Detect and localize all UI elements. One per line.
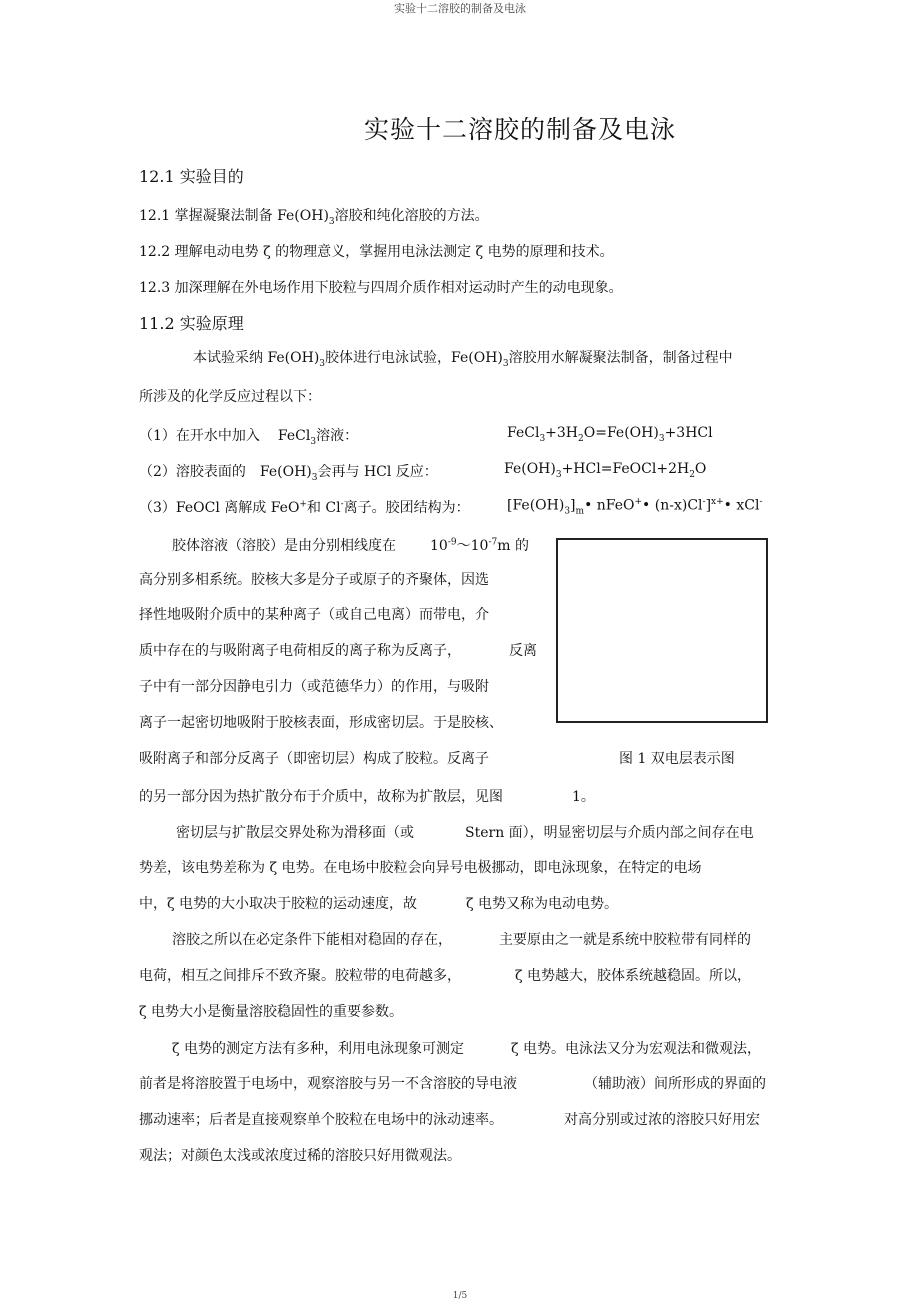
figure-1-placeholder — [556, 538, 768, 723]
reaction-2-equation: $Fe(OH)_3+HCl=FeOCl+2H_2O$ — [504, 461, 707, 480]
zeta-para-line-3b: ζ 电势又称为电动电势。 — [466, 896, 619, 912]
zeta-para-line-1a: 密切层与扩散层交界处称为滑移面（或 — [176, 825, 414, 841]
measure-para-line-1b: ζ 电势。电泳法又分为宏观法和微观法， — [511, 1041, 762, 1057]
colloid-para-line-4a: 质中存在的与吸附离子电荷相反的离子称为反离子， — [139, 643, 461, 659]
reaction-2-text: （2）溶胶表面的 $Fe(OH)_3$会再与 HCl 反应： — [139, 464, 438, 483]
objective-item-3: 12.3 加深理解在外电场作用下胶粒与四周介质作相对运动时产生的动电现象。 — [139, 280, 623, 296]
measure-para-line-2b: （辅助液）间所形成的界面的 — [584, 1076, 766, 1092]
colloid-para-line-8b: 1。 — [572, 789, 595, 805]
principle-intro-line-2: 所涉及的化学反应过程以下： — [139, 389, 321, 405]
reaction-3-micelle-formula: $[Fe(OH)_3]_m•$ nFeO+• (n-x)Cl-]$^{x+}$• xCl- — [507, 497, 763, 517]
section-heading-principle: 11.2 实验原理 — [139, 314, 244, 333]
stability-para-line-3: ζ 电势大小是衡量溶胶稳固性的重要参数。 — [139, 1004, 404, 1020]
colloid-para-line-1: 胶体溶液（溶胶）是由分别相线度在 $10^{-9}\sim 10^{-7}m$ 的 — [172, 537, 529, 554]
objective-item-1: 12.1 掌握凝聚法制备 $Fe(OH)_3$溶胶和纯化溶胶的方法。 — [139, 208, 489, 227]
stability-para-line-1b: 主要原由之一就是系统中胶粒带有同样的 — [499, 932, 751, 948]
stability-para-line-2a: 电荷，相互之间排斥不致齐聚。胶粒带的电荷越多， — [139, 968, 461, 984]
figure-1-caption: 图 1 双电层表示图 — [619, 751, 735, 767]
objective-item-2: 12.2 理解电动电势 ζ 的物理意义，掌握用电泳法测定 ζ 电势的原理和技术。 — [139, 244, 614, 260]
stability-para-line-2b: ζ 电势越大，胶体系统越稳固。所以， — [515, 968, 752, 984]
colloid-para-line-5: 子中有一部分因静电引力（或范德华力）的作用，与吸附 — [139, 679, 489, 695]
stability-para-line-1a: 溶胶之所以在必定条件下能相对稳固的存在， — [172, 932, 452, 948]
zeta-para-line-2: 势差，该电势差称为 ζ 电势。在电场中胶粒会向异号电极挪动，即电泳现象，在特定的电场 — [139, 860, 702, 876]
colloid-para-line-4b: 反离 — [509, 643, 537, 659]
page-header: 实验十二溶胶的制备及电泳 — [394, 2, 526, 15]
page-number: 1/5 — [452, 1291, 468, 1301]
reaction-3-text: （3）FeOCl 离解成 FeO+和 Cl-离子。胶团结构为： — [139, 499, 470, 516]
colloid-para-line-7: 吸附离子和部分反离子（即密切层）构成了胶粒。反离子 — [139, 751, 489, 767]
colloid-para-line-8a: 的另一部分因为热扩散分布于介质中，故称为扩散层，见图 — [139, 789, 503, 805]
reaction-1-text: （1）在开水中加入 FeCl$_3$溶液： — [139, 428, 359, 447]
colloid-para-line-3: 择性地吸附介质中的某种离子（或自己电离）而带电，介 — [139, 607, 489, 623]
measure-para-line-1a: ζ 电势的测定方法有多种，利用电泳现象可测定 — [172, 1041, 465, 1057]
principle-intro-line-1: 本试验采纳 $Fe(OH)_3$胶体进行电泳试验，$Fe(OH)_3$溶胶用水解凝聚法制备，制备过程中 — [193, 350, 733, 369]
measure-para-line-3b: 对高分别或过浓的溶胶只好用宏 — [564, 1112, 760, 1128]
colloid-para-line-6: 离子一起密切地吸附于胶核表面，形成密切层。于是胶核、 — [139, 715, 503, 731]
measure-para-line-2a: 前者是将溶胶置于电场中，观察溶胶与另一不含溶胶的导电液 — [139, 1076, 517, 1092]
zeta-para-line-1b: Stern 面），明显密切层与介质内部之间存在电 — [465, 825, 754, 841]
section-heading-objectives: 12.1 实验目的 — [139, 167, 244, 186]
reaction-1-equation: $FeCl_3+3H_2O=Fe(OH)_3+3HCl$ — [507, 425, 713, 444]
measure-para-line-4: 观法；对颜色太浅或浓度过稀的溶胶只好用微观法。 — [139, 1148, 461, 1164]
measure-para-line-3a: 挪动速率；后者是直接观察单个胶粒在电场中的泳动速率。 — [139, 1112, 503, 1128]
page-title: 实验十二溶胶的制备及电泳 — [363, 115, 676, 144]
colloid-para-line-2: 高分别多相系统。胶核大多是分子或原子的齐聚体，因选 — [139, 572, 489, 588]
zeta-para-line-3a: 中，ζ 电势的大小取决于胶粒的运动速度，故 — [139, 896, 418, 912]
